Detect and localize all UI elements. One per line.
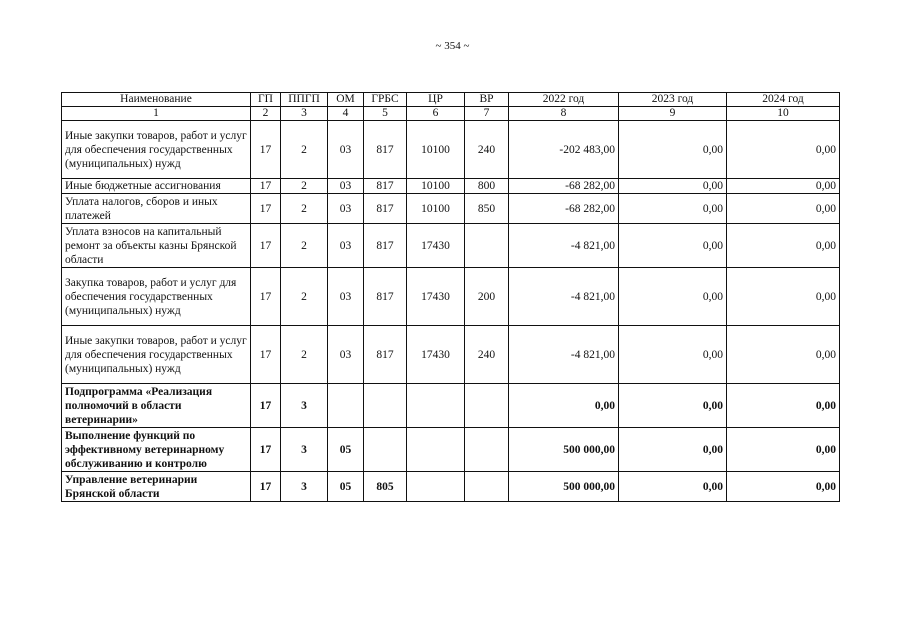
budget-table	[61, 92, 840, 502]
amount-2022-cell: 500 000,00	[509, 428, 619, 472]
name-cell: Иные закупки товаров, работ и услуг для обеспечения государственных (муниципальных) нужд	[62, 121, 251, 179]
cr-cell	[407, 428, 465, 472]
ppgp-cell: 3	[281, 384, 328, 428]
vr-cell: 240	[465, 326, 509, 384]
vr-cell	[465, 384, 509, 428]
name-cell: Подпрограмма «Реализация полномочий в области ветеринарии»	[62, 384, 251, 428]
gp-cell: 17	[251, 472, 281, 502]
amount-2023-cell: 0,00	[619, 326, 727, 384]
cr-cell: 17430	[407, 224, 465, 268]
cr-cell: 10100	[407, 194, 465, 224]
name-cell: Иные бюджетные ассигнования	[62, 179, 251, 194]
ppgp-cell: 2	[281, 268, 328, 326]
cr-cell: 17430	[407, 326, 465, 384]
header-cell-vr: ВР	[465, 93, 509, 107]
cr-cell: 17430	[407, 268, 465, 326]
table-row	[62, 194, 840, 224]
amount-2023-cell: 0,00	[619, 428, 727, 472]
amount-2022-cell: -68 282,00	[509, 194, 619, 224]
gp-cell: 17	[251, 179, 281, 194]
amount-2023-cell: 0,00	[619, 121, 727, 179]
amount-2022-cell: 0,00	[509, 384, 619, 428]
amount-2024-cell: 0,00	[727, 326, 840, 384]
index-cell: 10	[727, 107, 840, 121]
cr-cell	[407, 472, 465, 502]
table-row	[62, 326, 840, 384]
cr-cell: 10100	[407, 179, 465, 194]
amount-2024-cell: 0,00	[727, 384, 840, 428]
header-cell-ppgp: ППГП	[281, 93, 328, 107]
amount-2022-cell: -4 821,00	[509, 224, 619, 268]
name-cell: Закупка товаров, работ и услуг для обеспечения государственных (муниципальных) нужд	[62, 268, 251, 326]
vr-cell: 240	[465, 121, 509, 179]
index-cell: 4	[328, 107, 364, 121]
name-cell: Уплата налогов, сборов и иных платежей	[62, 194, 251, 224]
index-cell: 5	[364, 107, 407, 121]
grbs-cell: 805	[364, 472, 407, 502]
ppgp-cell: 3	[281, 428, 328, 472]
table-row	[62, 428, 840, 472]
ppgp-cell: 2	[281, 121, 328, 179]
amount-2023-cell: 0,00	[619, 268, 727, 326]
amount-2024-cell: 0,00	[727, 121, 840, 179]
grbs-cell: 817	[364, 179, 407, 194]
ppgp-cell: 2	[281, 194, 328, 224]
amount-2023-cell: 0,00	[619, 224, 727, 268]
index-cell: 6	[407, 107, 465, 121]
name-cell: Уплата взносов на капитальный ремонт за объекты казны Брянской области	[62, 224, 251, 268]
amount-2022-cell: -202 483,00	[509, 121, 619, 179]
amount-2023-cell: 0,00	[619, 179, 727, 194]
table-row	[62, 121, 840, 179]
amount-2024-cell: 0,00	[727, 179, 840, 194]
header-cell-2023: 2023 год	[619, 93, 727, 107]
ppgp-cell: 2	[281, 224, 328, 268]
gp-cell: 17	[251, 121, 281, 179]
header-cell-2024: 2024 год	[727, 93, 840, 107]
grbs-cell: 817	[364, 121, 407, 179]
amount-2024-cell: 0,00	[727, 268, 840, 326]
name-cell: Иные закупки товаров, работ и услуг для обеспечения государственных (муниципальных) нужд	[62, 326, 251, 384]
index-cell: 3	[281, 107, 328, 121]
gp-cell: 17	[251, 224, 281, 268]
gp-cell: 17	[251, 384, 281, 428]
amount-2022-cell: -4 821,00	[509, 268, 619, 326]
ppgp-cell: 2	[281, 179, 328, 194]
om-cell: 03	[328, 326, 364, 384]
amount-2024-cell: 0,00	[727, 428, 840, 472]
column-index-row	[62, 107, 840, 121]
grbs-cell: 817	[364, 224, 407, 268]
table-row	[62, 224, 840, 268]
index-cell: 1	[62, 107, 251, 121]
gp-cell: 17	[251, 268, 281, 326]
om-cell: 03	[328, 179, 364, 194]
om-cell: 03	[328, 194, 364, 224]
table-row	[62, 384, 840, 428]
header-cell-name: Наименование	[62, 93, 251, 107]
header-cell-cr: ЦР	[407, 93, 465, 107]
table-row	[62, 472, 840, 502]
vr-cell: 200	[465, 268, 509, 326]
index-cell: 8	[509, 107, 619, 121]
index-cell: 9	[619, 107, 727, 121]
table-row	[62, 268, 840, 326]
amount-2022-cell: -68 282,00	[509, 179, 619, 194]
om-cell: 05	[328, 472, 364, 502]
table-row	[62, 179, 840, 194]
gp-cell: 17	[251, 428, 281, 472]
gp-cell: 17	[251, 326, 281, 384]
index-cell: 2	[251, 107, 281, 121]
vr-cell: 800	[465, 179, 509, 194]
header-cell-grbs: ГРБС	[364, 93, 407, 107]
grbs-cell	[364, 384, 407, 428]
om-cell: 03	[328, 224, 364, 268]
header-cell-gp: ГП	[251, 93, 281, 107]
amount-2024-cell: 0,00	[727, 224, 840, 268]
amount-2024-cell: 0,00	[727, 472, 840, 502]
header-cell-om: ОМ	[328, 93, 364, 107]
header-row	[62, 93, 840, 107]
om-cell: 05	[328, 428, 364, 472]
amount-2022-cell: 500 000,00	[509, 472, 619, 502]
name-cell: Управление ветеринарии Брянской области	[62, 472, 251, 502]
vr-cell	[465, 428, 509, 472]
om-cell: 03	[328, 121, 364, 179]
amount-2023-cell: 0,00	[619, 194, 727, 224]
cr-cell: 10100	[407, 121, 465, 179]
page-number: ~ 354 ~	[435, 40, 470, 52]
header-cell-2022: 2022 год	[509, 93, 619, 107]
amount-2023-cell: 0,00	[619, 472, 727, 502]
ppgp-cell: 2	[281, 326, 328, 384]
om-cell	[328, 384, 364, 428]
grbs-cell: 817	[364, 326, 407, 384]
cr-cell	[407, 384, 465, 428]
grbs-cell	[364, 428, 407, 472]
amount-2024-cell: 0,00	[727, 194, 840, 224]
amount-2023-cell: 0,00	[619, 384, 727, 428]
grbs-cell: 817	[364, 194, 407, 224]
vr-cell	[465, 224, 509, 268]
index-cell: 7	[465, 107, 509, 121]
amount-2022-cell: -4 821,00	[509, 326, 619, 384]
ppgp-cell: 3	[281, 472, 328, 502]
vr-cell: 850	[465, 194, 509, 224]
gp-cell: 17	[251, 194, 281, 224]
vr-cell	[465, 472, 509, 502]
grbs-cell: 817	[364, 268, 407, 326]
name-cell: Выполнение функций по эффективному ветеринарному обслуживанию и контролю	[62, 428, 251, 472]
om-cell: 03	[328, 268, 364, 326]
